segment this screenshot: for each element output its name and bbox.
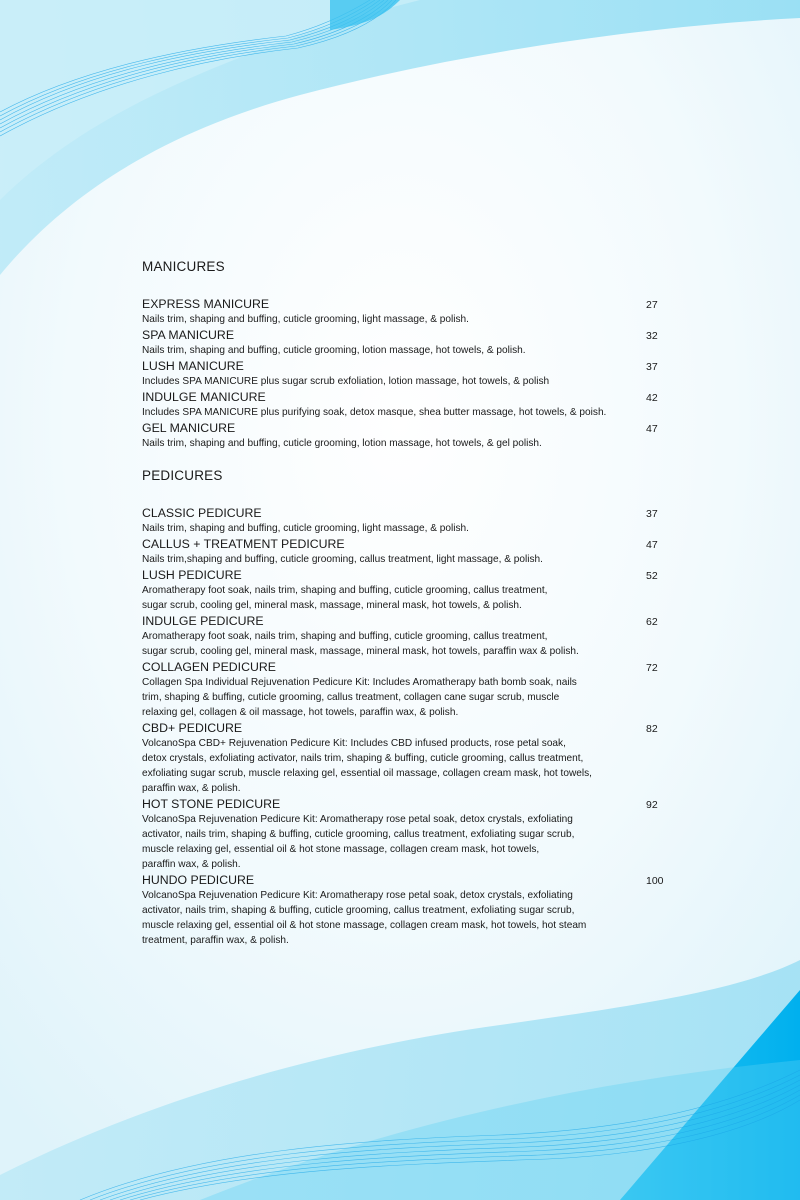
item-description: Includes SPA MANICURE plus sugar scrub exfoliation, lotion massage, hot towels, & polish [142,376,550,387]
list-item [142,872,667,948]
section-title-pedicures: PEDICURES [142,468,223,483]
item-price: 47 [646,423,658,435]
item-name: CALLUS + TREATMENT PEDICURE [142,537,345,551]
item-price: 82 [646,723,658,735]
item-price: 100 [646,875,664,887]
item-name: CLASSIC PEDICURE [142,506,262,520]
item-name: INDULGE PEDICURE [142,614,264,628]
manicure-list [142,296,667,451]
list-item [142,389,667,420]
item-description: VolcanoSpa Rejuvenation Pedicure Kit: Aromatherapy rose petal soak, detox crystals, exfoliating activator, nails trim, shaping & buffing, cuticle grooming, callus treatment, exfoliating sugar scrub, muscle relaxing gel, essential oil & hot stone massage, collagen cream mask, hot towels, paraffin wax, & polish. [142,814,575,870]
item-name: LUSH MANICURE [142,359,244,373]
item-price: 62 [646,616,658,628]
list-item [142,567,667,613]
item-description: Aromatherapy foot soak, nails trim, shaping and buffing, cuticle grooming, callus treatment, sugar scrub, cooling gel, mineral mask, massage, mineral mask, hot towels, paraffin wax & polish. [142,631,579,657]
item-price: 42 [646,392,658,404]
pedicure-list [142,505,667,948]
item-name: CBD+ PEDICURE [142,721,243,735]
list-item [142,420,667,451]
item-name: COLLAGEN PEDICURE [142,660,276,674]
item-description: Nails trim, shaping and buffing, cuticle grooming, light massage, & polish. [142,314,469,325]
item-description: VolcanoSpa CBD+ Rejuvenation Pedicure Kit: Includes CBD infused products, rose petal soak, detox crystals, exfoliating activator, nails trim, shaping & buffing, cuticle grooming, callus treatment, exfoliating sugar scrub, muscle relaxing gel, essential oil massage, collagen cream mask, hot towels, paraffin wax, & polish. [142,738,592,794]
item-description: Nails trim, shaping and buffing, cuticle grooming, light massage, & polish. [142,523,469,534]
item-price: 92 [646,799,658,811]
list-item [142,796,667,872]
item-name: GEL MANICURE [142,421,236,435]
item-price: 37 [646,361,658,373]
list-item [142,536,667,567]
item-description: Collagen Spa Individual Rejuvenation Pedicure Kit: Includes Aromatherapy bath bomb soak, nails trim, shaping & buffing, cuticle grooming, callus treatment, collagen cane sugar scrub, muscle relaxing gel, collagen & oil massage, hot towels, paraffin wax, & polish. [142,677,577,718]
item-price: 32 [646,330,658,342]
list-item [142,659,667,720]
item-name: SPA MANICURE [142,328,235,342]
item-description: Aromatherapy foot soak, nails trim, shaping and buffing, cuticle grooming, callus treatment, sugar scrub, cooling gel, mineral mask, massage, mineral mask, hot towels, & polish. [142,585,548,611]
item-description: Nails trim,shaping and buffing, cuticle grooming, callus treatment, light massage, & polish. [142,554,543,565]
item-description: Nails trim, shaping and buffing, cuticle grooming, lotion massage, hot towels, & polish. [142,345,526,356]
list-item [142,613,667,659]
section-title-manicures: MANICURES [142,259,225,274]
list-item [142,505,667,536]
item-name: HUNDO PEDICURE [142,873,255,887]
list-item [142,358,667,389]
list-item [142,327,667,358]
item-price: 47 [646,539,658,551]
item-description: Includes SPA MANICURE plus purifying soak, detox masque, shea butter massage, hot towels, & poish. [142,407,607,418]
item-price: 52 [646,570,658,582]
item-price: 72 [646,662,658,674]
item-price: 27 [646,299,658,311]
item-price: 37 [646,508,658,520]
item-name: LUSH PEDICURE [142,568,242,582]
item-name: EXPRESS MANICURE [142,297,270,311]
item-description: VolcanoSpa Rejuvenation Pedicure Kit: Aromatherapy rose petal soak, detox crystals, exfoliating activator, nails trim, shaping & buffing, cuticle grooming, callus treatment, exfoliating sugar scrub, muscle relaxing gel, essential oil & hot stone massage, collagen cream mask, hot towels, hot steam treatment, paraffin wax, & polish. [142,890,587,946]
item-description: Nails trim, shaping and buffing, cuticle grooming, lotion massage, hot towels, & gel polish. [142,438,542,449]
item-name: HOT STONE PEDICURE [142,797,281,811]
list-item [142,720,667,796]
item-name: INDULGE MANICURE [142,390,266,404]
list-item [142,296,667,327]
